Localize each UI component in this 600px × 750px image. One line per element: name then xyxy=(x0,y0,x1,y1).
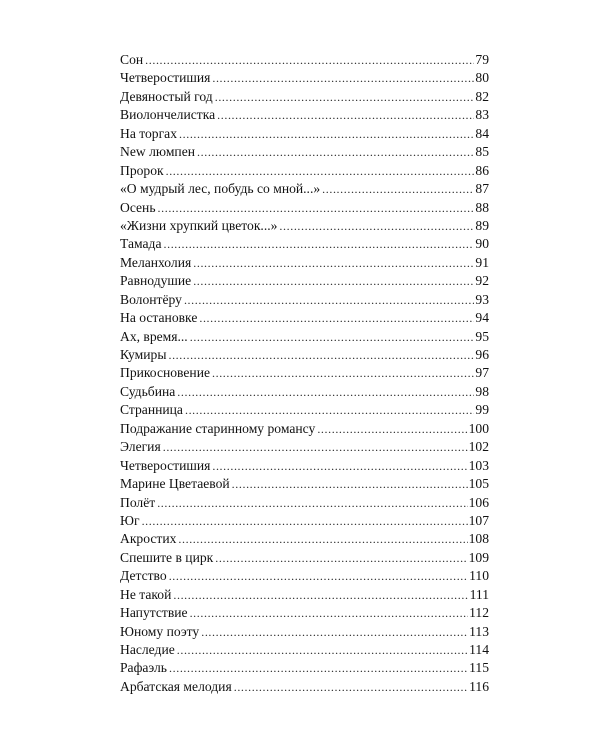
toc-entry xyxy=(120,88,489,106)
toc-entry-page-number: 83 xyxy=(475,107,489,123)
toc-entry-page-number: 97 xyxy=(475,365,489,381)
toc-entry xyxy=(120,457,489,475)
toc-entry xyxy=(120,549,489,567)
toc-entry-title: Марине Цветаевой xyxy=(120,476,230,492)
toc-entry-title: Судьбина xyxy=(120,383,176,399)
dot-leader xyxy=(193,254,474,272)
toc-entry-page-number: 94 xyxy=(475,310,489,326)
toc-entry-title: Меланхолия xyxy=(120,254,192,270)
toc-entry xyxy=(120,364,489,382)
toc-entry-page-number: 114 xyxy=(469,642,489,657)
toc-entry-page-number: 91 xyxy=(475,254,489,270)
toc-entry-page-number: 105 xyxy=(468,476,489,492)
toc-entry-title: На остановке xyxy=(120,310,198,326)
dot-leader xyxy=(184,291,474,309)
toc-entry xyxy=(120,272,489,290)
dot-leader xyxy=(177,383,474,401)
dot-leader xyxy=(215,88,475,106)
dot-leader xyxy=(173,586,468,604)
dot-leader xyxy=(145,51,474,69)
dot-leader xyxy=(234,678,468,696)
toc-entry xyxy=(120,420,489,438)
toc-entry-page-number: 98 xyxy=(475,383,489,399)
toc-entry xyxy=(120,143,489,161)
toc-entry xyxy=(120,567,489,585)
toc-entry-page-number: 102 xyxy=(468,439,489,455)
toc-entry xyxy=(120,678,489,696)
dot-leader xyxy=(212,69,474,87)
toc-entry-title: Ах, время... xyxy=(120,328,188,344)
toc-entry-page-number: 103 xyxy=(468,457,489,473)
dot-leader xyxy=(199,309,474,327)
toc-entry-title: Пророк xyxy=(120,162,164,178)
toc-entry xyxy=(120,530,489,548)
toc-entry xyxy=(120,254,489,272)
toc-entry-page-number: 93 xyxy=(475,291,489,307)
dot-leader xyxy=(212,364,474,382)
toc-entry-title: Детство xyxy=(120,568,167,584)
dot-leader xyxy=(178,530,467,548)
dot-leader xyxy=(201,623,468,641)
toc-entry-title: Рафаэль xyxy=(120,660,168,676)
toc-entry xyxy=(120,217,489,235)
toc-entry xyxy=(120,475,489,493)
table-of-contents xyxy=(120,51,489,696)
toc-entry xyxy=(120,291,489,309)
dot-leader xyxy=(185,401,474,419)
dot-leader xyxy=(163,438,468,456)
toc-entry-page-number: 95 xyxy=(475,328,489,344)
dot-leader xyxy=(164,235,475,253)
toc-entry-page-number: 110 xyxy=(469,568,489,584)
dot-leader xyxy=(166,162,475,180)
toc-entry xyxy=(120,69,489,87)
dot-leader xyxy=(317,420,467,438)
toc-entry-title: Странница xyxy=(120,402,183,418)
toc-entry xyxy=(120,383,489,401)
toc-entry-page-number: 107 xyxy=(468,512,489,528)
toc-entry-page-number: 116 xyxy=(469,678,489,694)
dot-leader xyxy=(190,328,475,346)
toc-entry xyxy=(120,180,489,198)
toc-entry-title: «О мудрый лес, побудь со мной...» xyxy=(120,181,321,197)
toc-entry-page-number: 80 xyxy=(475,70,489,86)
dot-leader xyxy=(217,106,474,124)
toc-entry-title: Девяностый год xyxy=(120,88,213,104)
toc-entry xyxy=(120,309,489,327)
toc-entry xyxy=(120,106,489,124)
toc-entry-title: Волонтёру xyxy=(120,291,182,307)
toc-entry-page-number: 111 xyxy=(469,586,489,602)
dot-leader xyxy=(197,143,474,161)
toc-entry xyxy=(120,401,489,419)
toc-entry xyxy=(120,604,489,622)
toc-entry-page-number: 86 xyxy=(475,162,489,178)
toc-entry-title: Юг xyxy=(120,512,140,528)
toc-entry-title: Подражание старинному романсу xyxy=(120,420,316,436)
toc-entry-title: «Жизни хрупкий цветок...» xyxy=(120,217,278,233)
toc-entry-title: Элегия xyxy=(120,439,161,455)
dot-leader xyxy=(142,512,468,530)
toc-entry xyxy=(120,125,489,143)
toc-entry-page-number: 112 xyxy=(469,605,489,621)
toc-entry-page-number: 89 xyxy=(475,217,489,233)
dot-leader xyxy=(177,641,468,659)
toc-entry-title: Кумиры xyxy=(120,347,167,362)
toc-entry-page-number: 109 xyxy=(468,549,489,565)
toc-entry-page-number: 82 xyxy=(475,88,489,104)
toc-entry-title: Осень xyxy=(120,199,156,215)
toc-entry-page-number: 100 xyxy=(468,420,489,436)
dot-leader xyxy=(158,199,475,217)
toc-entry-page-number: 115 xyxy=(469,660,489,676)
toc-entry xyxy=(120,51,489,69)
toc-entry-title: Равнодушие xyxy=(120,273,192,289)
toc-entry xyxy=(120,586,489,604)
dot-leader xyxy=(215,549,467,567)
toc-entry-page-number: 79 xyxy=(475,52,489,67)
toc-entry xyxy=(120,641,489,659)
dot-leader xyxy=(193,272,474,290)
toc-entry-page-number: 90 xyxy=(475,236,489,252)
toc-entry-page-number: 84 xyxy=(475,125,489,141)
toc-entry xyxy=(120,162,489,180)
dot-leader xyxy=(232,475,468,493)
toc-entry-page-number: 96 xyxy=(475,347,489,362)
toc-entry xyxy=(120,438,489,456)
toc-entry xyxy=(120,494,489,512)
toc-entry-page-number: 106 xyxy=(468,494,489,510)
toc-entry-title: Прикосновение xyxy=(120,365,210,381)
dot-leader xyxy=(212,457,467,475)
toc-entry-page-number: 99 xyxy=(475,402,489,418)
toc-entry-page-number: 85 xyxy=(475,144,489,160)
toc-entry-page-number: 92 xyxy=(475,273,489,289)
toc-entry-title: Напутствие xyxy=(120,605,188,621)
dot-leader xyxy=(169,567,468,585)
toc-entry-title: Акростих xyxy=(120,531,177,547)
toc-entry xyxy=(120,659,489,677)
toc-entry-title: New люмпен xyxy=(120,144,196,160)
dot-leader xyxy=(157,494,467,512)
toc-entry-title: Арбатская мелодия xyxy=(120,678,232,694)
toc-entry-page-number: 113 xyxy=(469,623,489,639)
dot-leader xyxy=(279,217,474,235)
toc-entry-page-number: 108 xyxy=(468,531,489,547)
dot-leader xyxy=(179,125,474,143)
toc-entry-page-number: 87 xyxy=(475,181,489,197)
toc-entry-title: Сон xyxy=(120,52,144,67)
toc-entry-title: Спешите в цирк xyxy=(120,549,214,565)
toc-entry xyxy=(120,623,489,641)
dot-leader xyxy=(168,346,474,364)
toc-entry-title: Четверостишия xyxy=(120,457,211,473)
toc-entry-title: Виолончелистка xyxy=(120,107,216,123)
dot-leader xyxy=(322,180,474,198)
toc-entry-title: Четверостишия xyxy=(120,70,211,86)
toc-entry-title: Наследие xyxy=(120,642,175,657)
dot-leader xyxy=(190,604,469,622)
toc-entry xyxy=(120,328,489,346)
toc-entry-page-number: 88 xyxy=(475,199,489,215)
toc-entry-title: Тамада xyxy=(120,236,162,252)
toc-entry xyxy=(120,235,489,253)
toc-entry-title: Не такой xyxy=(120,586,172,602)
toc-entry-title: Юному поэту xyxy=(120,623,200,639)
toc-entry xyxy=(120,199,489,217)
toc-entry-title: Полёт xyxy=(120,494,156,510)
toc-entry xyxy=(120,346,489,364)
dot-leader xyxy=(169,659,468,677)
toc-entry-title: На торгах xyxy=(120,125,178,141)
toc-entry xyxy=(120,512,489,530)
